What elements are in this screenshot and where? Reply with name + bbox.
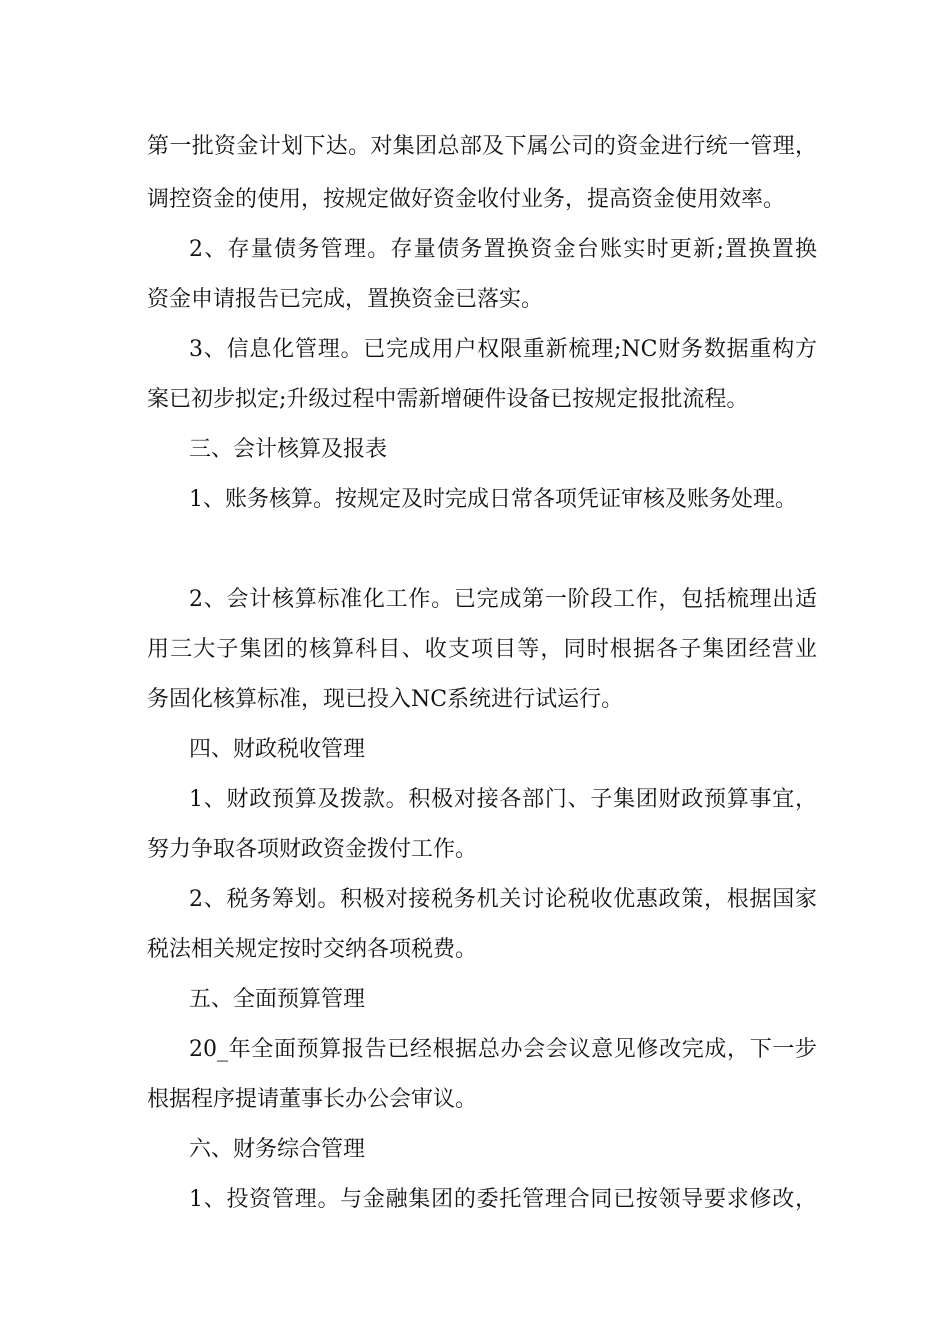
text-line: 20_年全面预算报告已经根据总办会会议意见修改完成，下一步: [189, 1037, 817, 1062]
text-line: 3、信息化管理。已完成用户权限重新梳理;NC财务数据重构方: [189, 337, 817, 362]
text-line: 1、投资管理。与金融集团的委托管理合同已按领导要求修改，: [189, 1187, 817, 1212]
section-heading: 三、会计核算及报表: [189, 437, 388, 462]
text-line: 1、账务核算。按规定及时完成日常各项凭证审核及账务处理。: [189, 487, 797, 512]
text-line: 案已初步拟定;升级过程中需新增硬件设备已按规定报批流程。: [147, 387, 749, 412]
section-heading: 四、财政税收管理: [189, 737, 366, 762]
text-line: 用三大子集团的核算科目、收支项目等，同时根据各子集团经营业: [147, 637, 817, 662]
section-heading: 五、全面预算管理: [189, 987, 366, 1012]
text-line: 努力争取各项财政资金拨付工作。: [147, 837, 478, 862]
text-line: 第一批资金计划下达。对集团总部及下属公司的资金进行统一管理，: [147, 134, 817, 159]
text-line: 务固化核算标准，现已投入NC系统进行试运行。: [147, 687, 624, 712]
text-line: 税法相关规定按时交纳各项税费。: [147, 937, 478, 962]
text-line: 根据程序提请董事长办公会审议。: [147, 1087, 478, 1112]
text-line: 2、税务筹划。积极对接税务机关讨论税收优惠政策，根据国家: [189, 887, 817, 912]
section-heading: 六、财务综合管理: [189, 1137, 366, 1162]
text-line: 2、存量债务管理。存量债务置换资金台账实时更新;置换置换: [189, 237, 817, 262]
text-line: 资金申请报告已完成，置换资金已落实。: [147, 287, 544, 312]
text-line: 2、会计核算标准化工作。已完成第一阶段工作，包括梳理出适: [189, 587, 817, 612]
text-line: 调控资金的使用，按规定做好资金收付业务，提高资金使用效率。: [147, 187, 786, 212]
text-line: 1、财政预算及拨款。积极对接各部门、子集团财政预算事宜，: [189, 787, 817, 812]
